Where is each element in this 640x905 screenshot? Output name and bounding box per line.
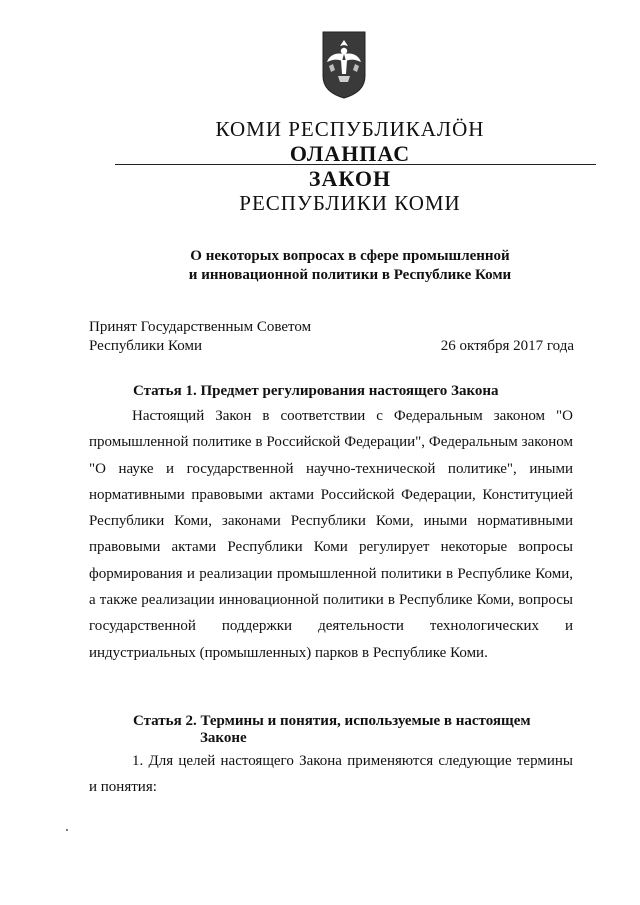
- scan-speck: [66, 829, 68, 831]
- article-1-text: Настоящий Закон в соответствии с Федеральным законом "О промышленной политике в Российской Федерации", Федеральным законом "О науке и государственной научно-технической политике", иными нормативными правовыми актами Российской Федерации, Конституцией Республики Коми, законами Республики Коми, иными нормативными правовыми актами Республики Коми регулирует некоторые вопросы формирования и реализации промышленной политики в Республике Коми, а также реализации инновационной политики в Республике Коми, вопросы государственной поддержки деятельности технологических и индустриальных (промышленных) парков в Республике Коми.: [89, 408, 573, 661]
- adoption-info: [89, 318, 311, 356]
- header-zakon: ЗАКОН: [308, 166, 392, 191]
- header-olanpas: ОЛАНПАС: [289, 141, 411, 166]
- article-1-title: Статья 1. Предмет регулирования настоящего Закона: [133, 383, 499, 399]
- law-title: [100, 247, 600, 285]
- adoption-date: 26 октября 2017 года: [440, 338, 574, 354]
- article-2-title-line-2: Законе: [200, 730, 247, 746]
- article-2-text: 1. Для целей настоящего Закона применяются следующие термины и понятия:: [89, 753, 573, 796]
- header-republic: РЕСПУБЛИКИ КОМИ: [239, 191, 461, 215]
- header-komi-line: КОМИ РЕСПУБЛИКАЛӦН: [215, 117, 485, 141]
- article-2-title-line-1: Статья 2. Термины и понятия, используемые в настоящем: [133, 713, 531, 729]
- adoption-line-1: Принят Государственным Советом: [89, 319, 312, 335]
- law-title-line-2: и инновационной политики в Республике Коми: [188, 267, 512, 283]
- header-divider: [115, 164, 596, 165]
- coat-of-arms-icon: [321, 30, 367, 100]
- article-2-title: [133, 713, 553, 747]
- adoption-line-2: Республики Коми: [89, 338, 202, 354]
- law-title-line-1: О некоторых вопросах в сфере промышленной: [190, 248, 510, 264]
